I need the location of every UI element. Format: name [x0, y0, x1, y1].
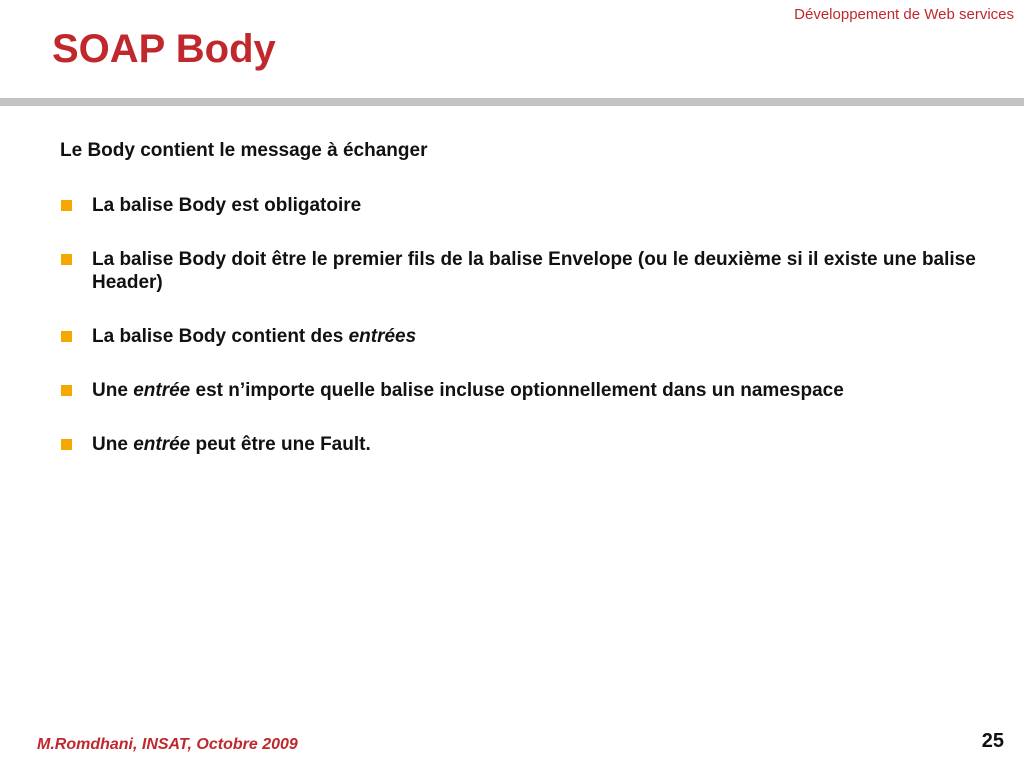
- title-divider: [0, 98, 1024, 106]
- square-bullet-icon: [61, 200, 72, 211]
- bullet-text: La balise Body est obligatoire: [92, 195, 362, 216]
- square-bullet-icon: [61, 385, 72, 396]
- bullet-text: Une: [92, 434, 134, 455]
- bullet-item: [60, 248, 980, 294]
- bullet-item: [60, 194, 980, 217]
- bullet-item: [60, 433, 980, 456]
- square-bullet-icon: [61, 254, 72, 265]
- bullet-list: [60, 194, 980, 456]
- bullet-text-continued: peut être une Fault.: [190, 434, 371, 455]
- bullet-text: La balise Body doit être le premier fils de la balise Envelope (ou le deuxième si il existe une balise Header): [92, 249, 976, 293]
- bullet-text-continued: est n’importe quelle balise incluse optionnellement dans un namespace: [190, 380, 844, 401]
- bullet-item: [60, 379, 980, 402]
- square-bullet-icon: [61, 439, 72, 450]
- footer-author: M.Romdhani, INSAT, Octobre 2009: [37, 736, 298, 753]
- slide-content: [60, 139, 980, 487]
- intro-text: Le Body contient le message à échanger: [60, 140, 428, 161]
- slide-title: SOAP Body: [52, 27, 276, 71]
- bullet-emphasis: entrées: [348, 326, 417, 347]
- course-header: Développement de Web services: [794, 6, 1014, 23]
- bullet-text: La balise Body contient des: [92, 326, 349, 347]
- bullet-emphasis: entrée: [133, 434, 191, 455]
- bullet-item: [60, 325, 980, 348]
- bullet-text: Une: [92, 380, 134, 401]
- page-number: 25: [981, 730, 1004, 752]
- bullet-emphasis: entrée: [133, 380, 191, 401]
- square-bullet-icon: [61, 331, 72, 342]
